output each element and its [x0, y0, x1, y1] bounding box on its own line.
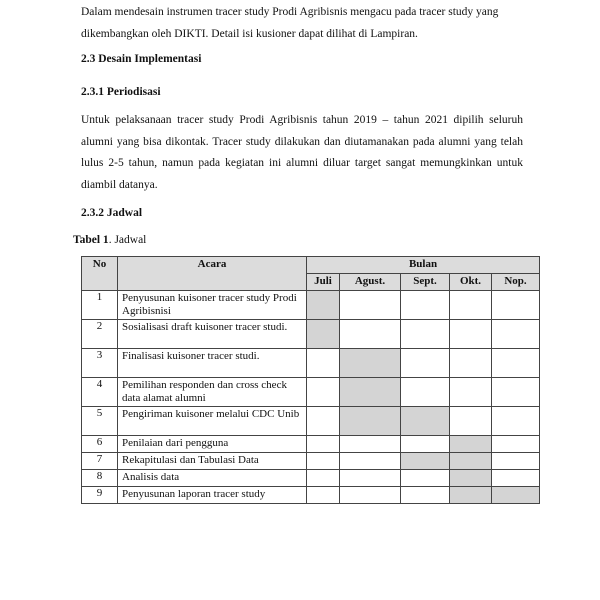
- schedule-cell-active: [401, 407, 450, 436]
- schedule-cell-active: [450, 453, 492, 470]
- schedule-cell: [307, 349, 340, 378]
- schedule-cell: [450, 349, 492, 378]
- table-row: [82, 453, 540, 470]
- schedule-cell: [401, 470, 450, 487]
- schedule-cell: [340, 320, 401, 349]
- schedule-cell-active: [340, 378, 401, 407]
- schedule-table: [81, 256, 540, 504]
- schedule-cell: [307, 378, 340, 407]
- schedule-cell: [307, 470, 340, 487]
- schedule-cell: [401, 436, 450, 453]
- schedule-cell: [492, 436, 540, 453]
- periodisasi-paragraph: Untuk pelaksanaan tracer study Prodi Agribisnis tahun 2019 – tahun 2021 dipilih seluruh alumni yang bisa dikontak. Tracer study dilakukan dan diutamanakan pada alumni yang telah lulus 2-5 tahun, namun pada kegiatan ini alumni diluar target sangat memungkinkan untuk diambil datanya.: [81, 114, 523, 191]
- schedule-cell-active: [307, 320, 340, 349]
- row-number: 4: [82, 378, 118, 407]
- header-month: Juli: [307, 274, 340, 291]
- table-row: [82, 291, 540, 320]
- row-activity: Sosialisasi draft kuisoner tracer studi.: [118, 320, 307, 349]
- schedule-cell: [492, 470, 540, 487]
- schedule-cell-active: [340, 407, 401, 436]
- schedule-cell: [401, 320, 450, 349]
- row-number: 9: [82, 487, 118, 504]
- row-activity: Analisis data: [118, 470, 307, 487]
- schedule-cell-active: [450, 487, 492, 504]
- table-row: [82, 487, 540, 504]
- schedule-cell: [492, 378, 540, 407]
- row-activity: Rekapitulasi dan Tabulasi Data: [118, 453, 307, 470]
- schedule-cell: [492, 291, 540, 320]
- row-activity: Penyusunan laporan tracer study: [118, 487, 307, 504]
- schedule-cell: [401, 378, 450, 407]
- schedule-cell: [492, 320, 540, 349]
- row-number: 6: [82, 436, 118, 453]
- schedule-cell: [450, 291, 492, 320]
- schedule-cell: [307, 407, 340, 436]
- schedule-cell-active: [340, 349, 401, 378]
- row-activity: Pemilihan responden dan cross check data alamat alumni: [118, 378, 307, 407]
- table-row: [82, 320, 540, 349]
- schedule-cell-active: [450, 436, 492, 453]
- row-number: 8: [82, 470, 118, 487]
- table-caption: [73, 234, 146, 246]
- schedule-cell-active: [492, 487, 540, 504]
- schedule-cell: [401, 487, 450, 504]
- row-number: 2: [82, 320, 118, 349]
- schedule-cell: [492, 349, 540, 378]
- section-heading-2-3-2: 2.3.2 Jadwal: [81, 207, 143, 219]
- table-row: [82, 378, 540, 407]
- schedule-cell: [492, 453, 540, 470]
- schedule-cell: [340, 470, 401, 487]
- schedule-cell: [307, 453, 340, 470]
- header-month: Okt.: [450, 274, 492, 291]
- row-number: 3: [82, 349, 118, 378]
- header-month: Agust.: [340, 274, 401, 291]
- schedule-cell: [450, 320, 492, 349]
- schedule-cell: [307, 487, 340, 504]
- schedule-cell-active: [401, 453, 450, 470]
- table-row: [82, 407, 540, 436]
- row-activity: Penyusunan kuisoner tracer study Prodi Agribisnisi: [118, 291, 307, 320]
- intro-line-2: dikembangkan oleh DIKTI. Detail isi kusioner dapat dilihat di Lampiran.: [81, 28, 418, 40]
- schedule-cell: [340, 436, 401, 453]
- schedule-cell: [340, 487, 401, 504]
- header-no: No: [82, 257, 118, 291]
- schedule-cell-active: [450, 470, 492, 487]
- intro-line-1: Dalam mendesain instrumen tracer study Prodi Agribisnis mengacu pada tracer study yang: [81, 6, 499, 18]
- row-activity: Pengiriman kuisoner melalui CDC Unib: [118, 407, 307, 436]
- header-bulan: Bulan: [307, 257, 540, 274]
- row-number: 7: [82, 453, 118, 470]
- header-month: Nop.: [492, 274, 540, 291]
- row-activity: Finalisasi kuisoner tracer studi.: [118, 349, 307, 378]
- section-heading-2-3: 2.3 Desain Implementasi: [81, 53, 202, 65]
- schedule-cell: [340, 453, 401, 470]
- row-number: 1: [82, 291, 118, 320]
- schedule-cell: [450, 378, 492, 407]
- row-number: 5: [82, 407, 118, 436]
- schedule-cell: [401, 291, 450, 320]
- section-heading-2-3-1: 2.3.1 Periodisasi: [81, 86, 161, 98]
- schedule-cell: [340, 291, 401, 320]
- header-month: Sept.: [401, 274, 450, 291]
- schedule-cell: [450, 407, 492, 436]
- schedule-cell: [401, 349, 450, 378]
- table-caption-text: . Jadwal: [108, 234, 147, 246]
- schedule-cell: [492, 407, 540, 436]
- row-activity: Penilaian dari pengguna: [118, 436, 307, 453]
- schedule-cell-active: [307, 291, 340, 320]
- schedule-cell: [307, 436, 340, 453]
- table-row: [82, 470, 540, 487]
- header-acara: Acara: [118, 257, 307, 291]
- table-row: [82, 349, 540, 378]
- table-row: [82, 436, 540, 453]
- table-caption-label: Tabel 1: [73, 234, 109, 246]
